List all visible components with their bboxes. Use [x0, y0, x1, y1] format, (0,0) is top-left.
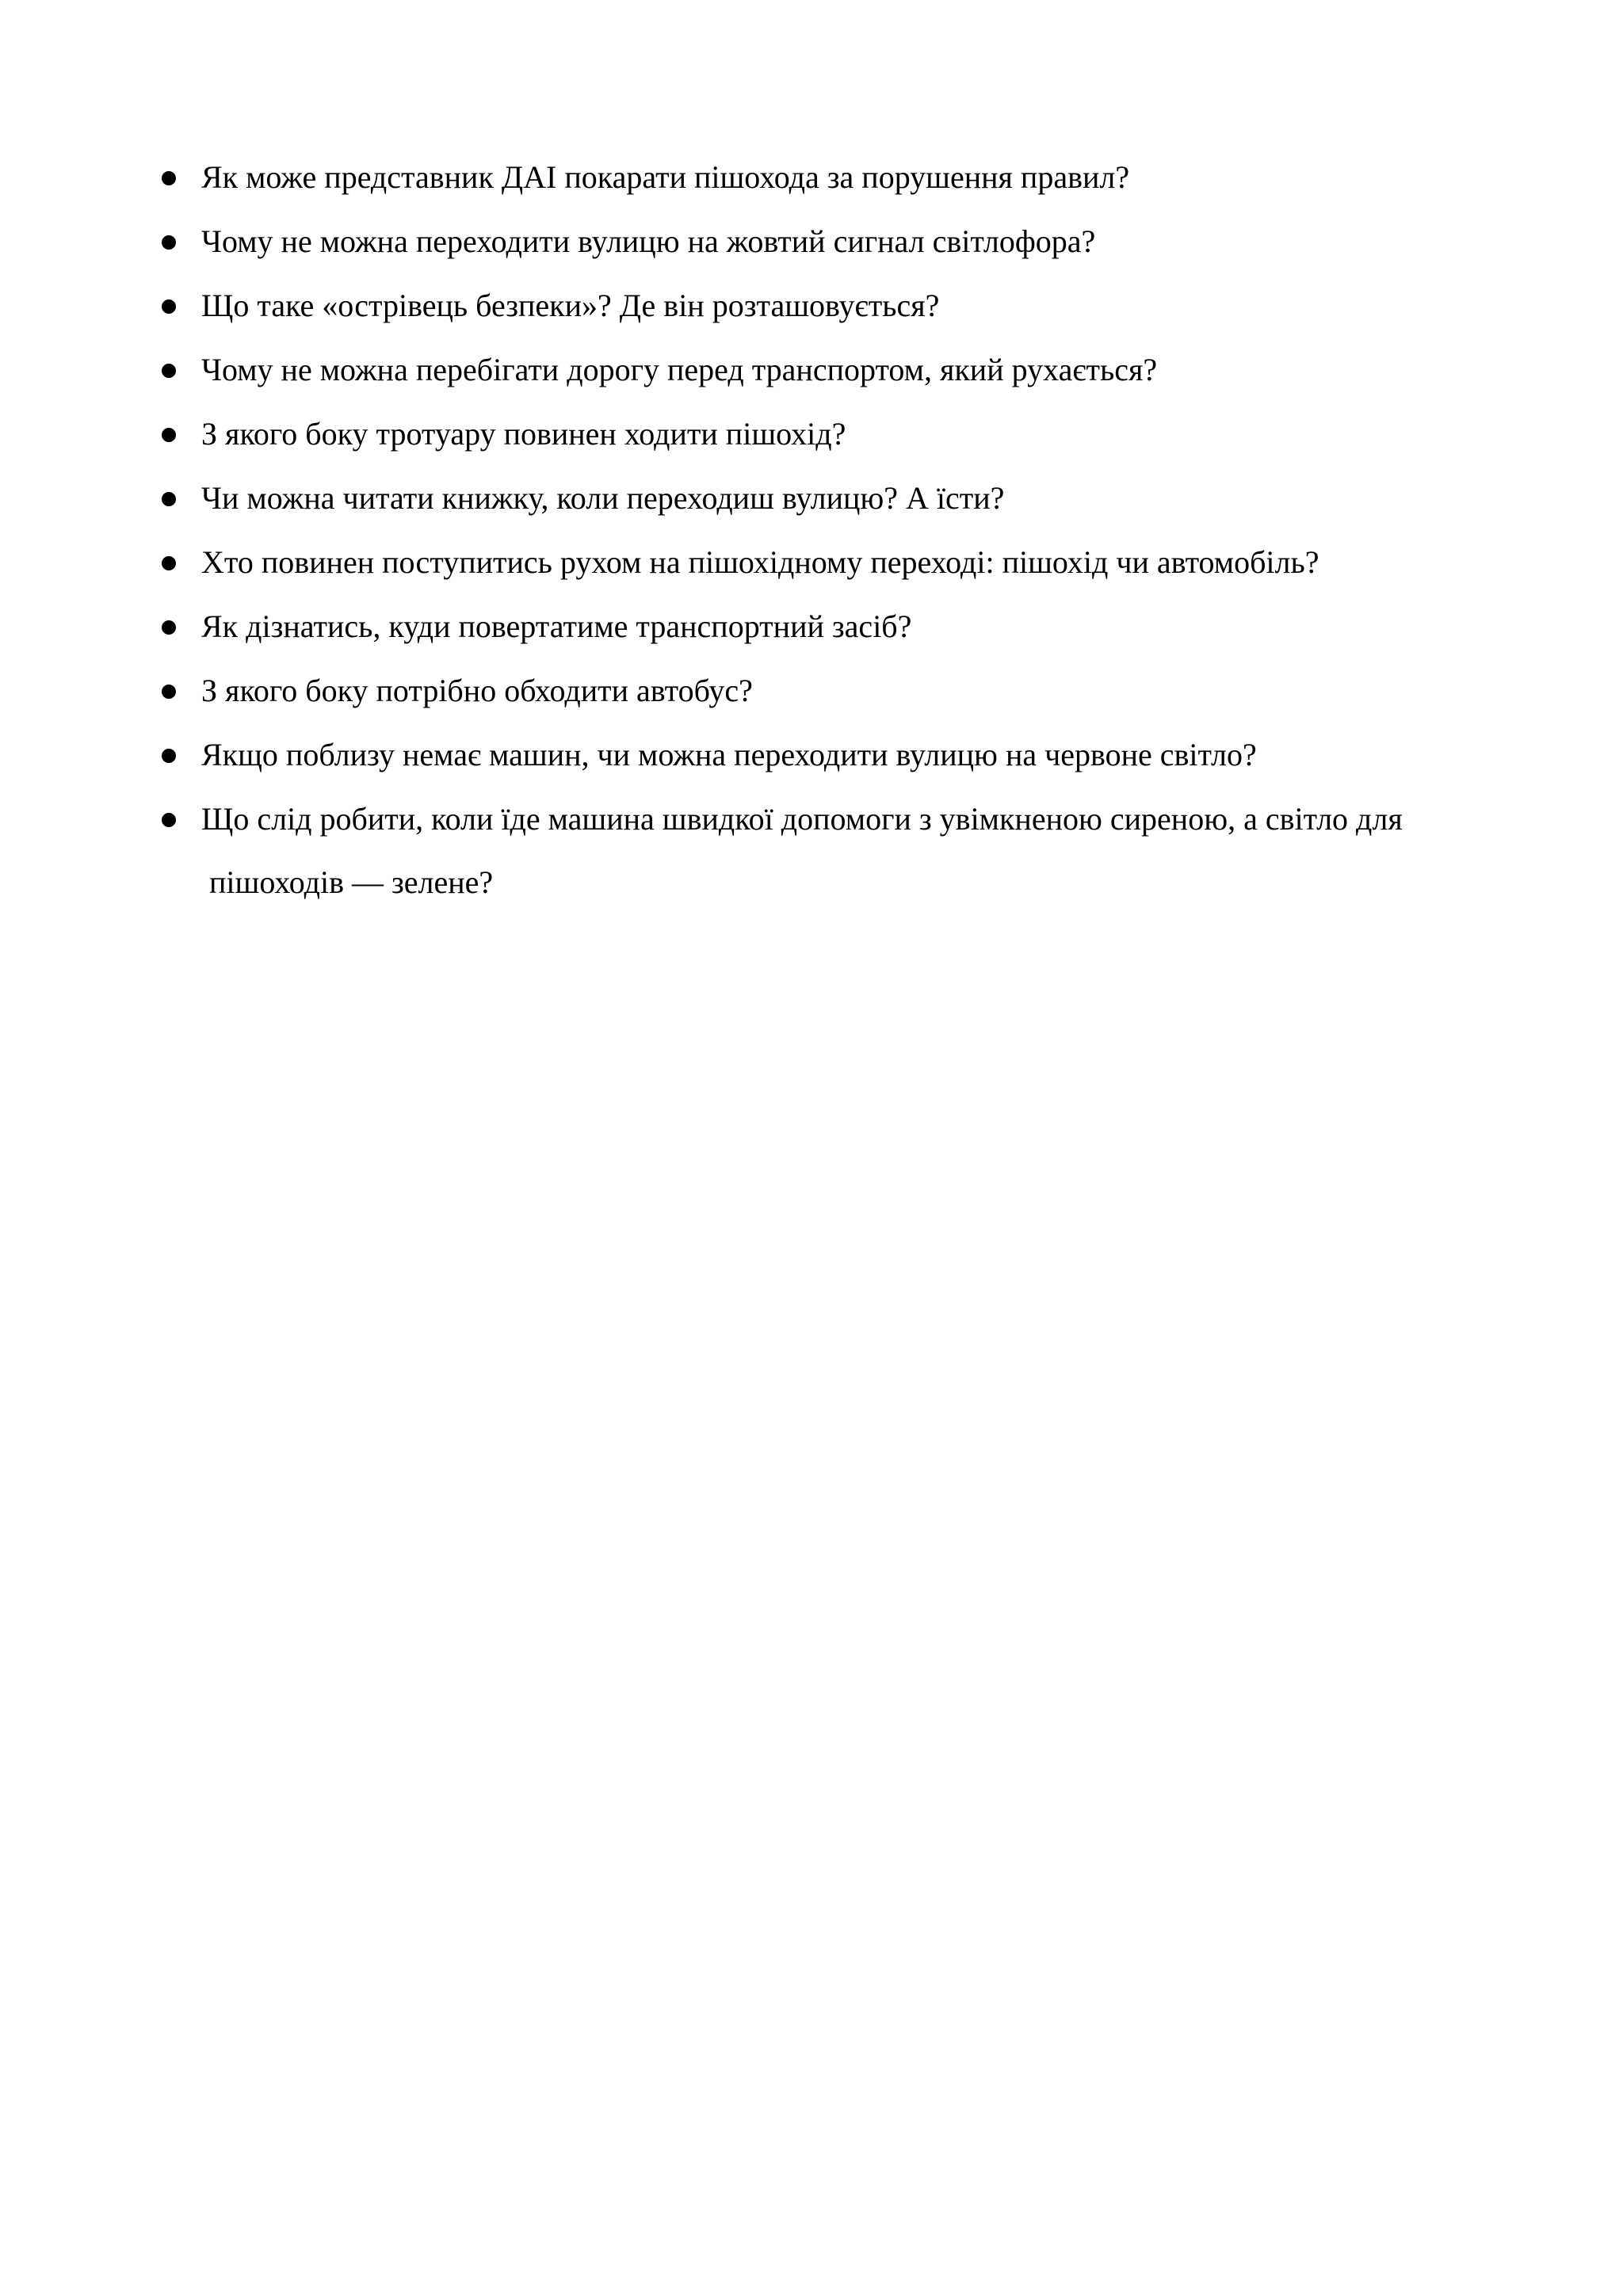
question-text: Як може представник ДАІ покарати пішохода за порушення правил? [201, 159, 1130, 195]
bullet-icon [162, 171, 176, 185]
bullet-icon [162, 299, 176, 314]
question-text: З якого боку потрібно обходити автобус? [201, 673, 753, 708]
question-text: З якого боку тротуару повинен ходити пішохід? [201, 416, 846, 452]
bullet-icon [162, 685, 176, 699]
bullet-icon [162, 620, 176, 635]
question-text: Чи можна читати книжку, коли переходиш вулицю? А їсти? [201, 480, 1005, 516]
question-text: Чому не можна перебігати дорогу перед транспортом, який рухається? [201, 352, 1158, 387]
bullet-icon [162, 235, 176, 250]
question-text: Що таке «острівець безпеки»? Де він розташовується? [201, 288, 940, 323]
question-text: Як дізнатись, куди повертатиме транспортний засіб? [201, 608, 912, 644]
bullet-icon [162, 749, 176, 763]
bullet-icon [162, 364, 176, 378]
bullet-icon [162, 492, 176, 506]
question-text: Чому не можна переходити вулицю на жовтий сигнал світлофора? [201, 223, 1096, 259]
question-text-line: пішоходів — зелене? [209, 864, 494, 900]
bullet-icon [162, 556, 176, 570]
question-text [201, 788, 1517, 914]
bullet-icon [162, 428, 176, 442]
question-text-line: Що слід робити, коли їде машина швидкої допомоги з увімкненою сиреною, а світло для [201, 801, 1403, 837]
question-text: Хто повинен поступитись рухом на пішохідному переході: пішохід чи автомобіль? [201, 544, 1319, 580]
question-text: Якщо поблизу немає машин, чи можна переходити вулицю на червоне світло? [201, 737, 1257, 772]
bullet-icon [162, 813, 176, 827]
